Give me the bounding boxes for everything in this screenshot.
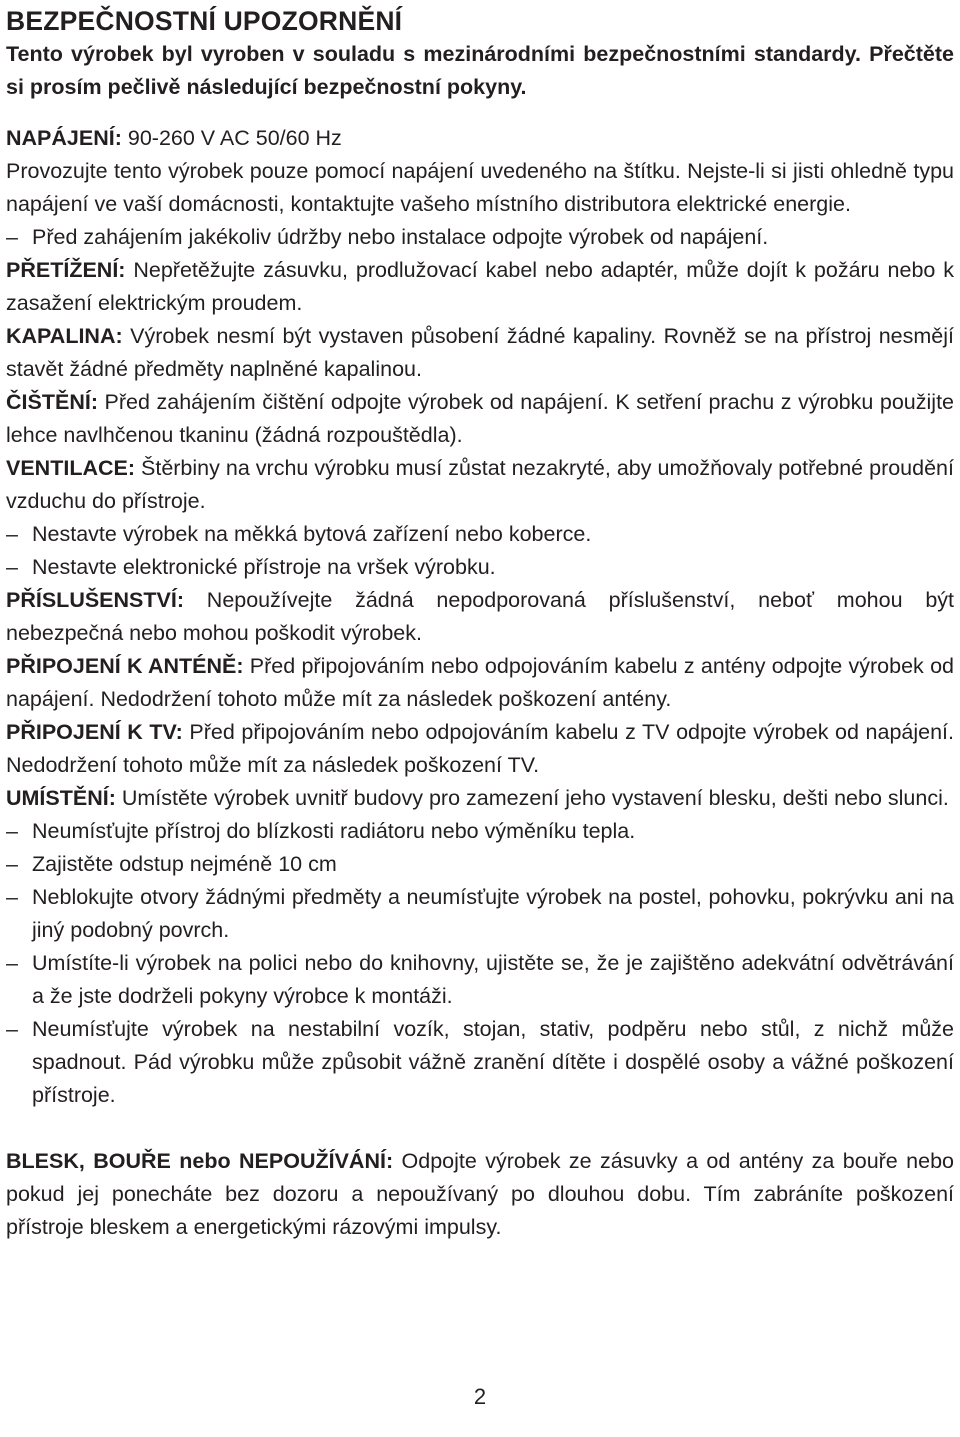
section-antenna [6, 650, 954, 716]
placement-bullet-2: – Zajistěte odstup nejméně 10 cm [6, 848, 954, 881]
lightning-text: Odpojte výrobek ze zásuvky a od antény za bouře nebo pokud jej ponecháte bez dozoru a nepoužívaný po dlouhou dobu. Tím zabráníte poškození přístroje bleskem a energetickými rázovými impulsy. [6, 1149, 954, 1239]
ventilation-label: VENTILACE: [6, 456, 135, 480]
cleaning-label: ČIŠTĚNÍ: [6, 390, 98, 414]
section-accessories [6, 584, 954, 650]
section-placement [6, 782, 954, 1112]
power-label: NAPÁJENÍ: [6, 126, 122, 150]
placement-bullet-5: – Neumísťujte výrobek na nestabilní vozík, stojan, stativ, podpěru nebo stůl, z nichž může spadnout. Pád výrobku může způsobit vážně zranění dítěte i dospělé osoby a vážné poškození přístroje. [6, 1013, 954, 1112]
placement-bullet-3: – Neblokujte otvory žádnými předměty a neumísťujte výrobek na postel, pohovku, pokrývku ani na jiný podobný povrch. [6, 881, 954, 947]
placement-bullet-4: – Umístíte-li výrobek na polici nebo do knihovny, ujistěte se, že je zajištěno adekvátní odvětrávání a že jste dodrželi pokyny výrobce k montáži. [6, 947, 954, 1013]
power-bullet-1: – Před zahájením jakékoliv údržby nebo instalace odpojte výrobek od napájení. [6, 221, 954, 254]
intro-text: Tento výrobek byl vyroben v souladu s mezinárodními bezpečnostními standardy. Přečtěte si prosím pečlivě následující bezpečnostní pokyny. [6, 42, 954, 99]
cleaning-text: Před zahájením čištění odpojte výrobek od napájení. K setření prachu z výrobku použijte lehce navlhčenou tkaninu (žádná rozpouštědla). [6, 390, 954, 447]
liquid-text: Výrobek nesmí být vystaven působení žádné kapaliny. Rovněž se na přístroj nesmějí stavět žádné předměty naplněné kapalinou. [6, 324, 954, 381]
document-page [6, 0, 954, 1244]
ventilation-text: Štěrbiny na vrchu výrobku musí zůstat nezakryté, aby umožňovaly potřebné proudění vzduchu do přístroje. [6, 456, 954, 513]
power-value: 90-260 V AC 50/60 Hz [121, 126, 342, 150]
page-number: 2 [473, 1384, 487, 1409]
liquid-label: KAPALINA: [6, 324, 123, 348]
section-overload [6, 254, 954, 320]
section-lightning [6, 1145, 954, 1244]
section-tv [6, 716, 954, 782]
ventilation-bullet-2: – Nestavte elektronické přístroje na vršek výrobku. [6, 551, 954, 584]
overload-label: PŘETÍŽENÍ: [6, 258, 126, 282]
accessories-text: Nepoužívejte žádná nepodporovaná příslušenství, neboť mohou být nebezpečná nebo mohou poškodit výrobek. [6, 588, 954, 645]
section-power [6, 122, 954, 254]
section-ventilation [6, 452, 954, 584]
section-liquid [6, 320, 954, 386]
page-title: BEZPEČNOSTNÍ UPOZORNĚNÍ [6, 6, 403, 36]
tv-text: Před připojováním nebo odpojováním kabelu z TV odpojte výrobek od napájení. Nedodržení tohoto může mít za následek poškození TV. [6, 720, 954, 777]
accessories-label: PŘÍSLUŠENSTVÍ: [6, 588, 184, 612]
overload-text: Nepřetěžujte zásuvku, prodlužovací kabel nebo adaptér, může dojít k požáru nebo k zasažení elektrickým proudem. [6, 258, 954, 315]
placement-text: Umístěte výrobek uvnitř budovy pro zamezení jeho vystavení blesku, dešti nebo slunci. [115, 786, 949, 810]
section-cleaning [6, 386, 954, 452]
lightning-label: BLESK, BOUŘE nebo NEPOUŽÍVÁNÍ: [6, 1149, 394, 1173]
power-text: Provozujte tento výrobek pouze pomocí napájení uvedeného na štítku. Nejste-li si jisti ohledně typu napájení ve vaší domácnosti, kontaktujte vašeho místního distributora elektrické energie. [6, 159, 954, 216]
placement-label: UMÍSTĚNÍ: [6, 786, 116, 810]
section-spacer [6, 1112, 954, 1145]
safety-sections [6, 122, 954, 1244]
antenna-label: PŘIPOJENÍ K ANTÉNĚ: [6, 654, 244, 678]
tv-label: PŘIPOJENÍ K TV: [6, 720, 183, 744]
ventilation-bullet-1: – Nestavte výrobek na měkká bytová zařízení nebo koberce. [6, 518, 954, 551]
antenna-text: Před připojováním nebo odpojováním kabelu z antény odpojte výrobek od napájení. Nedodržení tohoto může mít za následek poškození antény. [6, 654, 954, 711]
placement-bullet-1: – Neumísťujte přístroj do blízkosti radiátoru nebo výměníku tepla. [6, 815, 954, 848]
